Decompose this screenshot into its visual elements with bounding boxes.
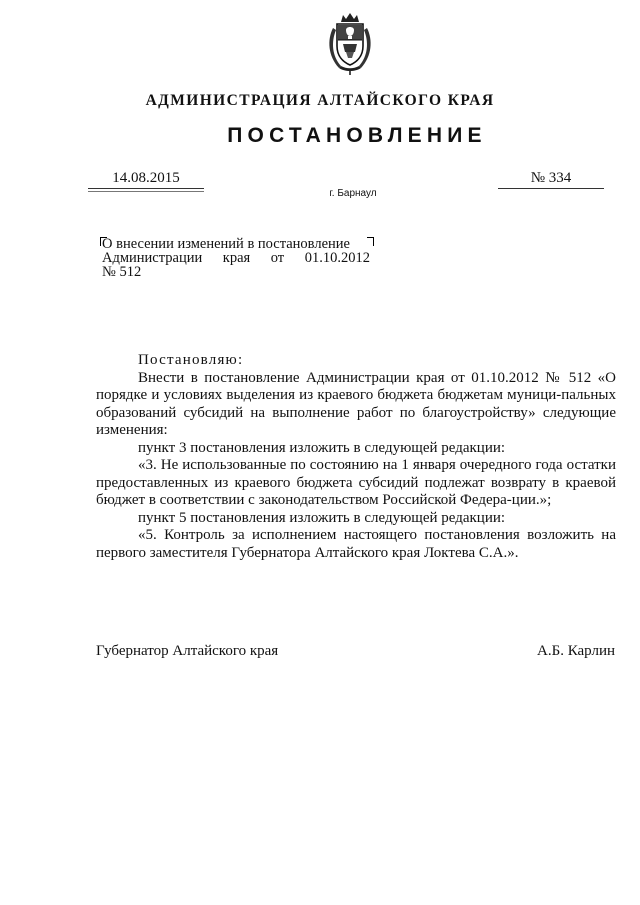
body-paragraph-1: Внести в постановление Администрации края от 01.10.2012 № 512 «О порядке и условиях выделения из краевого бюджета бюджетам муници-пальных образований субсидий на выполнение работ по благоустройству» следующие изменения: — [96, 369, 616, 438]
subject-line-1: О внесении изменений в постановление — [102, 236, 350, 252]
subject-line-2 — [102, 251, 370, 265]
subject-word: 01.10.2012 — [304, 250, 370, 266]
document-type-title: ПОСТАНОВЛЕНИЕ — [227, 124, 487, 147]
document-body — [96, 352, 616, 562]
subject-line-3: № 512 — [102, 264, 142, 280]
body-paragraph-4: пункт 5 постановления изложить в следующей редакции: — [138, 509, 506, 526]
subject-bracket-left — [100, 237, 107, 246]
body-paragraph-3: «3. Не использованные по состоянию на 1 января очередного года остатки предоставленных из краевого бюджета субсидий подлежат возврату в краевой бюджет в соответствии с законодательством Российской Федера-ции.»; — [96, 457, 616, 508]
signatory-position: Губернатор Алтайского края — [96, 643, 279, 659]
signatory-name: А.Б. Карлин — [537, 643, 616, 659]
subject-word: от — [270, 250, 285, 266]
document-city: г. Барнаул — [329, 188, 377, 199]
organization-title: АДМИНИСТРАЦИЯ АЛТАЙСКОГО КРАЯ — [145, 92, 495, 109]
subject-word: Администрации — [102, 250, 203, 266]
body-paragraph-2: пункт 3 постановления изложить в следующей редакции: — [138, 439, 506, 456]
document-number: № 334 — [498, 170, 604, 189]
subject-bracket-right — [367, 237, 374, 246]
subject-word: края — [222, 250, 251, 266]
decree-word: Постановляю: — [138, 352, 244, 368]
altai-krai-coat-of-arms-icon — [325, 12, 375, 76]
document-subject — [102, 237, 370, 279]
body-paragraph-5: «5. Контроль за исполнением настоящего постановления возложить на первого заместителя Губернатора Алтайского края Локтева С.А.». — [96, 527, 616, 561]
document-date: 14.08.2015 — [88, 170, 204, 189]
